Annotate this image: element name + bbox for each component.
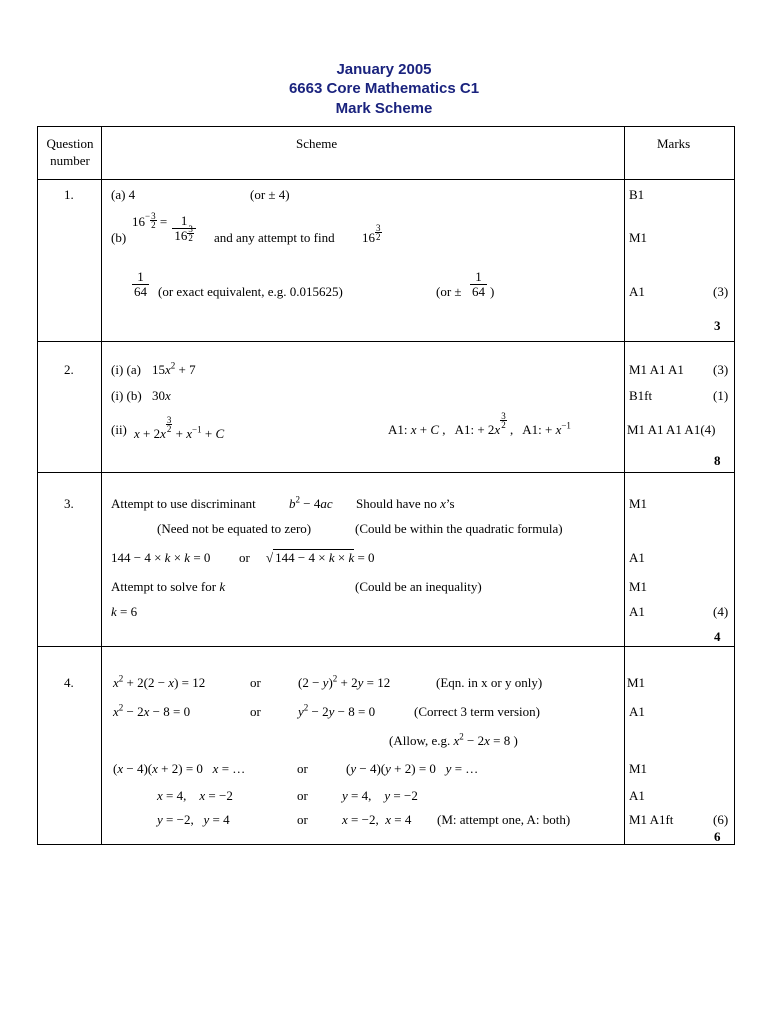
q4-or: or: [297, 761, 308, 776]
question-total: 6: [714, 829, 721, 844]
question-number: 1.: [64, 187, 74, 202]
mark: A1: [629, 704, 645, 719]
q4-line1-math2: $(2 - y)^2 + 2y = 12$: [298, 673, 391, 690]
mark: M1: [629, 496, 648, 511]
q4-line2-math2: $y^2 - 2y - 8 = 0$: [298, 702, 376, 719]
mark: M1 A1ft: [629, 812, 674, 827]
q4-or: or: [297, 812, 308, 827]
q4-line5-math2: y = 4, y = −2: [342, 788, 418, 803]
mark: M1 A1 A1 A1(4): [627, 422, 716, 437]
subtotal: (1): [713, 388, 729, 403]
q4-or: or: [250, 675, 261, 690]
table-border-top: [37, 126, 735, 127]
q2-part-ib-math: 30x: [152, 388, 171, 403]
question-number: 3.: [64, 496, 74, 511]
subtotal: (4): [713, 604, 729, 619]
q1-part-c-text: (or exact equivalent, e.g. 0.015625): [158, 284, 343, 299]
mark: A1: [629, 788, 645, 803]
mark: B1: [629, 187, 645, 202]
q4-line1-note: (Eqn. in x or y only): [436, 675, 543, 690]
q4-line6-math2: x = −2, x = 4: [342, 812, 412, 827]
q3-line2a: (Need not be equated to zero): [157, 521, 312, 536]
row-divider: [37, 341, 735, 342]
mark: B1ft: [629, 388, 653, 403]
col-header-question: Question: [46, 136, 94, 151]
q1-part-c-alt: (or ±: [436, 284, 462, 299]
subtotal: (3): [713, 284, 729, 299]
q4-line2-math: $x^2 - 2x - 8 = 0$: [113, 702, 191, 719]
q4-or: or: [250, 704, 261, 719]
q1-part-b-math2: 16 $\frac{3}{2}$: [362, 223, 381, 245]
q4-or: or: [297, 788, 308, 803]
mark: M1: [629, 579, 648, 594]
q1-part-b-text: and any attempt to find: [214, 230, 335, 245]
table-border-bottom: [37, 844, 735, 845]
q3-line4-note: (Could be an inequality): [355, 579, 482, 594]
q1-part-a-alt: (or ± 4): [250, 187, 290, 202]
q4-line6-note: (M: attempt one, A: both): [437, 812, 571, 827]
q4-line4-math2: (y − 4)(y + 2) = 0 y = …: [346, 761, 479, 776]
q2-a1-criteria: A1: x + C , A1: + 2x $\frac{3}{2}$ , A1: + $x^{-1}$: [388, 411, 571, 437]
q1-part-b-math: 16− $\frac{3}{2}$ = 1 16 $\frac{3}{2}$: [132, 214, 198, 243]
table-border-left: [37, 126, 38, 845]
q4-line4-math: (x − 4)(x + 2) = 0 x = …: [113, 761, 246, 776]
column-divider: [624, 126, 625, 845]
question-total: 8: [714, 453, 721, 468]
mark: M1 A1 A1: [629, 362, 684, 377]
q4-line2-note: (Correct 3 term version): [414, 704, 540, 719]
q3-line2b: (Could be within the quadratic formula): [355, 521, 563, 536]
q2-part-ii-label: (ii): [111, 422, 127, 437]
q3-line4: Attempt to solve for k: [111, 579, 226, 594]
column-divider: [101, 126, 102, 845]
q1-part-b-label: (b): [111, 230, 127, 245]
mark: M1: [627, 675, 646, 690]
q2-part-ii-math: x + 2x $\frac{3}{2}$ + $x^{-1} + C$: [134, 415, 225, 441]
q1-part-c-alt-frac: $\frac{1}{64}$: [472, 269, 485, 299]
row-divider: [37, 646, 735, 647]
mark: M1: [629, 761, 648, 776]
subtotal: (6): [713, 812, 729, 827]
doc-title-paper: 6663 Core Mathematics C1: [288, 80, 480, 97]
q2-part-ia-label: (i) (a): [111, 362, 141, 377]
table-border-right: [734, 126, 735, 845]
q3-line5: k = 6: [111, 604, 138, 619]
table-header-divider: [37, 179, 735, 180]
q4-line1-math: $x^2 + 2(2 - x) = 12$: [113, 673, 206, 690]
q1-part-c-close: ): [490, 284, 495, 299]
mark: A1: [629, 604, 645, 619]
q2-part-ib-label: (i) (b): [111, 388, 142, 403]
q4-line5-math: x = 4, x = −2: [157, 788, 233, 803]
q3-discriminant-math: $b^2 - 4ac$: [289, 494, 333, 511]
q4-line6-math: y = −2, y = 4: [157, 812, 230, 827]
q1-part-a: (a) 4: [111, 187, 136, 202]
col-header-marks: Marks: [657, 136, 691, 151]
mark: M1: [629, 230, 648, 245]
subtotal: (3): [713, 362, 729, 377]
q3-line1-note: Should have no x’s: [356, 496, 455, 511]
mark: A1: [629, 284, 645, 299]
question-total: 4: [714, 629, 721, 644]
q3-line3-or: or: [239, 550, 250, 565]
q1-part-c-frac: $\frac{1}{64}$: [134, 269, 147, 299]
q3-line3-math2: √ 144 − 4 × k × k = 0: [266, 550, 375, 565]
col-header-scheme: Scheme: [296, 136, 338, 151]
question-total: 3: [714, 318, 721, 333]
col-header-question-2: number: [50, 153, 90, 168]
doc-title-date: January 2005: [336, 61, 432, 78]
question-number: 4.: [64, 675, 74, 690]
question-number: 2.: [64, 362, 74, 377]
q3-line1: Attempt to use discriminant: [111, 496, 256, 511]
q3-line3-math: 144 − 4 × k × k = 0: [111, 550, 211, 565]
q4-line3-note: (Allow, e.g. $x^2 - 2x = 8$ ): [389, 731, 518, 748]
q2-part-ia-math: $15x^2 + 7$: [152, 360, 196, 377]
row-divider: [37, 472, 735, 473]
mark: A1: [629, 550, 645, 565]
doc-title-scheme: Mark Scheme: [335, 100, 433, 117]
